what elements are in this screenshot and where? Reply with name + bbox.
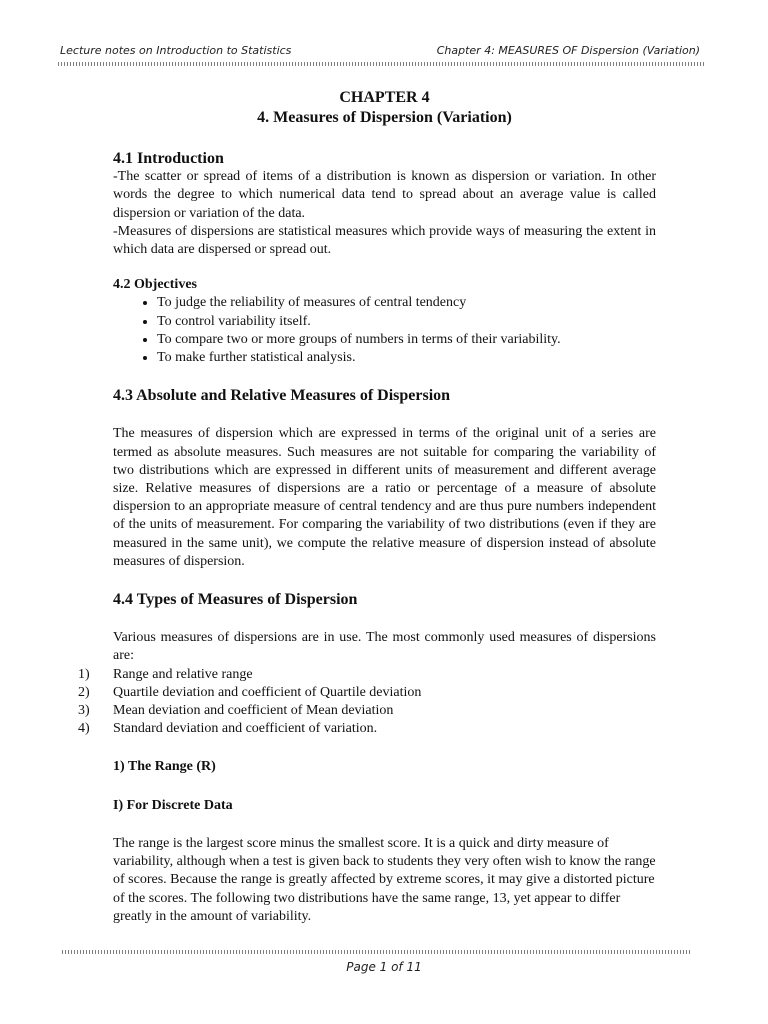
absolute-paragraph: The measures of dispersion which are expressed in terms of the original unit of a series are termed as absolute measures. Such measures are not suitable for comparing the variability of two distributions which are expressed in different units of measurement and different average size. Relative measures of dispersions are a ratio or percentage of a measure of absolute dispersion to an appropriate measure of central tendency and are thus pure numbers independent of the units of measurement. For comparing the variability of two distributions (even if they are measured in the same unit), we compute the relative measure of dispersion instead of absolute measures of dispersion. [113, 426, 656, 569]
objective-item: • To judge the reliability of measures of central tendency [157, 294, 656, 312]
objectives-list [113, 294, 656, 367]
types-list [78, 666, 656, 739]
header-chapter: Chapter 4: MEASURES OF Dispersion (Variation) [436, 44, 700, 57]
header-course: Lecture notes on Introduction to Statistics [60, 44, 292, 57]
page-number: Page 1 of 11 [346, 960, 422, 974]
types-list-item [78, 702, 656, 720]
objective-item: • To control variability itself. [157, 313, 656, 331]
list-text: Standard deviation and coefficient of variation. [113, 721, 378, 737]
objective-item: • To make further statistical analysis. [157, 349, 656, 367]
list-text: Quartile deviation and coefficient of Quartile deviation [113, 684, 422, 700]
types-paragraph: Various measures of dispersions are in use. The most commonly used measures of dispersions are: [113, 630, 656, 664]
list-text: Mean deviation and coefficient of Mean deviation [113, 703, 394, 719]
chapter-title: 4. Measures of Dispersion (Variation) [257, 109, 512, 126]
list-number: 2) [78, 684, 90, 700]
intro-paragraph-1: -The scatter or spread of items of a distribution is known as dispersion or variation. In other words the degree to which numerical data tend to spread about an average value is called dispersion or variation of the data. [113, 169, 656, 221]
list-number: 1) [78, 666, 90, 682]
section-intro-heading: 4.1 Introduction [113, 150, 224, 167]
chapter-label: CHAPTER 4 [339, 89, 430, 106]
header-divider [58, 62, 706, 66]
list-number: 4) [78, 721, 90, 737]
range-heading: 1) The Range (R) [113, 759, 216, 775]
intro-paragraph-2: -Measures of dispersions are statistical measures which provide ways of measuring the extent in which data are dispersed or spread out. [113, 223, 656, 258]
section-objectives-heading: 4.2 Objectives [113, 277, 197, 293]
list-text: Range and relative range [113, 666, 253, 682]
objective-item: • To compare two or more groups of numbers in terms of their variability. [157, 331, 656, 349]
types-list-item [78, 720, 656, 738]
footer-divider [62, 950, 692, 954]
types-list-item [78, 666, 656, 684]
range-paragraph: The range is the largest score minus the smallest score. It is a quick and dirty measure of variability, although when a test is given back to students they very often wish to know the range of scores. Because the range is greatly affected by extreme scores, it may give a distorted picture of the scores. The following two distributions have the same range, 13, yet appear to differ greatly in the amount of variability. [113, 835, 656, 924]
page-body [78, 88, 656, 926]
section-absolute-heading: 4.3 Absolute and Relative Measures of Dispersion [113, 387, 451, 405]
section-types-heading: 4.4 Types of Measures of Dispersion [113, 591, 358, 609]
discrete-data-heading: I) For Discrete Data [113, 797, 233, 813]
list-number: 3) [78, 703, 90, 719]
types-list-item [78, 684, 656, 702]
running-header [60, 44, 700, 57]
